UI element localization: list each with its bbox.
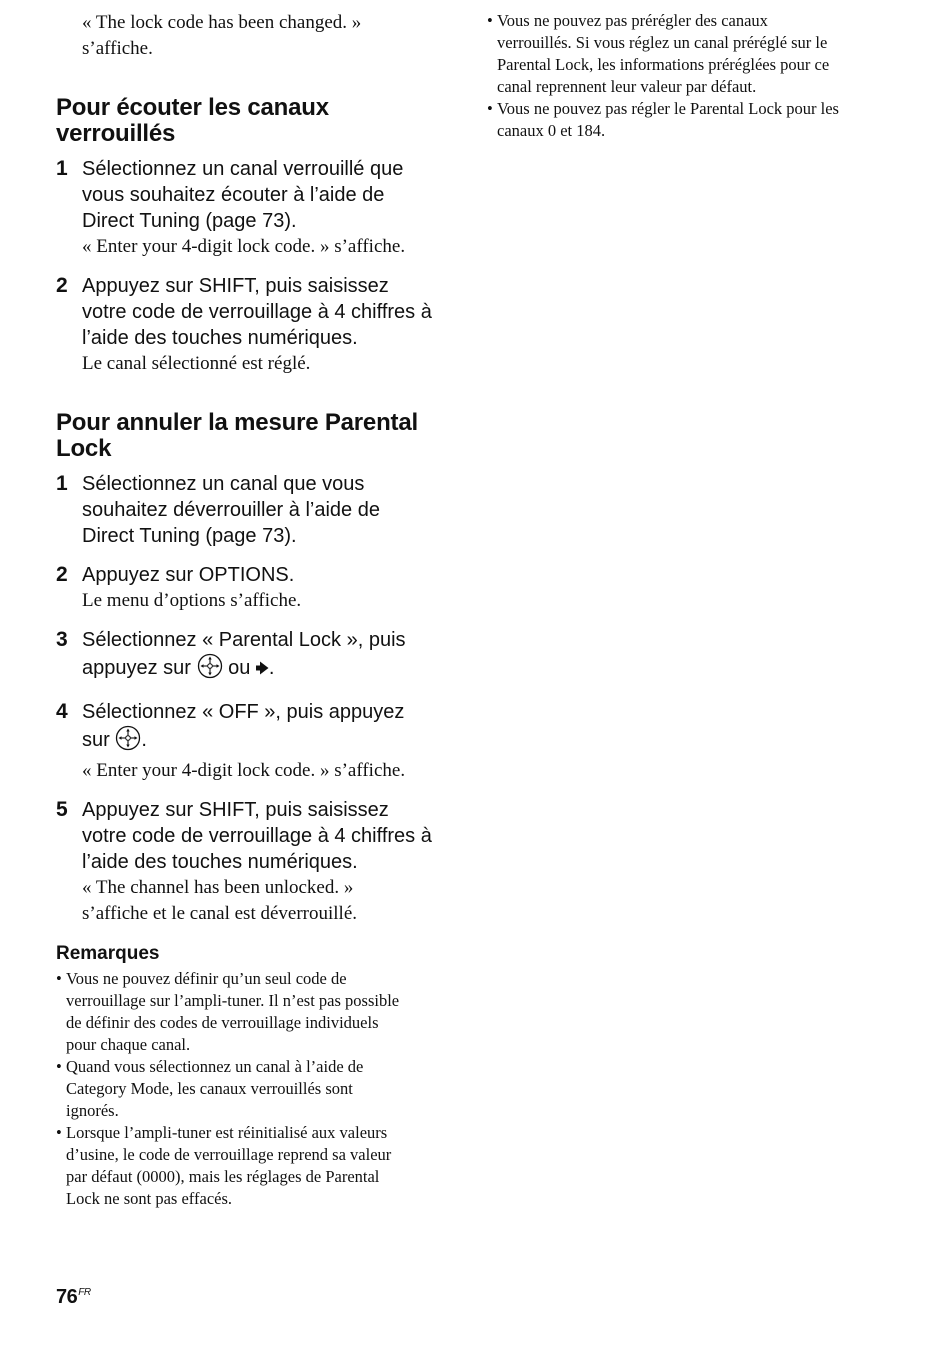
cancel-step-5: [56, 797, 446, 927]
instruction-line: souhaitez déverrouiller à l’aide de: [82, 499, 380, 521]
cancel-step-2: [56, 562, 446, 614]
step-number: 2: [56, 563, 68, 586]
result-line: s’affiche et le canal est déverrouillé.: [82, 903, 358, 924]
cancel-step-3: [56, 627, 446, 686]
instruction-line: l’aide des touches numériques.: [82, 851, 358, 873]
remark-line: Category Mode, les canaux verrouillés sont: [66, 1079, 353, 1098]
remark-item: [56, 1122, 446, 1210]
instruction-line: votre code de verrouillage à 4 chiffres à: [82, 825, 432, 847]
remark-line: ignorés.: [66, 1101, 119, 1120]
instruction-line: Sélectionnez « OFF », puis appuyez: [82, 701, 405, 723]
remarks-list: [56, 968, 446, 1210]
intro-text: [82, 10, 446, 62]
instruction-line: Appuyez sur SHIFT, puis saisissez: [82, 275, 389, 297]
cancel-step-1: [56, 471, 446, 549]
listen-step-1: [56, 156, 446, 260]
section-title-cancel: [56, 410, 446, 462]
instruction-line: [82, 725, 446, 758]
remark-line: canal reprennent leur valeur par défaut.: [497, 77, 757, 96]
page-number-value: 76: [56, 1286, 78, 1308]
page-language-code: FR: [78, 1287, 91, 1298]
instruction-line: Direct Tuning (page 73).: [82, 525, 297, 547]
instruction-line: [82, 653, 446, 686]
remark-line: • Vous ne pouvez pas régler le Parental Lock pour les: [497, 99, 839, 118]
remark-line: d’usine, le code de verrouillage reprend sa valeur: [66, 1145, 392, 1164]
instruction-text: sur: [82, 729, 110, 751]
remark-item: [487, 10, 882, 98]
remark-line: • Quand vous sélectionnez un canal à l’aide de: [66, 1057, 364, 1076]
section-title-line: Pour annuler la mesure Parental: [56, 409, 418, 436]
instruction-text: .: [141, 729, 147, 751]
section-title-listen: [56, 95, 446, 147]
instruction-line: Sélectionnez un canal verrouillé que: [82, 158, 404, 180]
enter-button-icon: [115, 725, 141, 758]
instruction-line: Direct Tuning (page 73).: [82, 210, 297, 232]
remark-item: [487, 98, 882, 142]
remark-line: • Lorsque l’ampli-tuner est réinitialisé aux valeurs: [66, 1123, 388, 1142]
step-instruction: Appuyez sur OPTIONS.: [82, 564, 295, 586]
step-number: 4: [56, 700, 68, 723]
step-instruction: [82, 627, 446, 686]
remark-line: canaux 0 et 184.: [497, 121, 606, 140]
right-arrow-icon: [256, 656, 269, 682]
remark-line: de définir des codes de verrouillage individuels: [66, 1013, 379, 1032]
instruction-text: .: [268, 657, 275, 679]
step-number: 2: [56, 274, 68, 297]
step-result: [82, 875, 446, 927]
step-result: « Enter your 4-digit lock code. » s’affiche.: [82, 236, 406, 257]
step-result: « Enter your 4-digit lock code. » s’affiche.: [82, 760, 406, 781]
section-title-line: verrouillés: [56, 120, 176, 147]
remark-line: verrouillés. Si vous réglez un canal préréglé sur le: [497, 33, 828, 52]
instruction-line: Appuyez sur SHIFT, puis saisissez: [82, 799, 389, 821]
instruction-line: votre code de verrouillage à 4 chiffres à: [82, 301, 432, 323]
remark-line: • Vous ne pouvez définir qu’un seul code de: [66, 969, 347, 988]
section-title-line: Pour écouter les canaux: [56, 94, 329, 121]
remark-line: pour chaque canal.: [66, 1035, 191, 1054]
remark-line: verrouillage sur l’ampli-tuner. Il n’est pas possible: [66, 991, 400, 1010]
remark-item: [56, 1056, 446, 1122]
remark-line: par défaut (0000), mais les réglages de Parental: [66, 1167, 380, 1186]
step-result: Le canal sélectionné est réglé.: [82, 353, 311, 374]
step-instruction: [82, 797, 446, 875]
step-number: 1: [56, 472, 68, 495]
page-number: [56, 1282, 91, 1308]
step-result: Le menu d’options s’affiche.: [82, 590, 302, 611]
step-instruction: [82, 699, 446, 758]
listen-step-2: [56, 273, 446, 377]
cancel-step-4: [56, 699, 446, 784]
step-number: 3: [56, 628, 68, 651]
intro-line: s’affiche.: [82, 38, 153, 59]
remark-line: • Vous ne pouvez pas prérégler des canaux: [497, 11, 768, 30]
remark-line: Parental Lock, les informations préréglées pour ce: [497, 55, 830, 74]
enter-button-icon: [197, 653, 223, 686]
step-number: 5: [56, 798, 68, 821]
right-notes-list: [487, 10, 882, 142]
instruction-line: vous souhaitez écouter à l’aide de: [82, 184, 385, 206]
right-column: [487, 10, 882, 142]
step-number: 1: [56, 157, 68, 180]
remark-line: Lock ne sont pas effacés.: [66, 1189, 233, 1208]
section-title-line: Lock: [56, 435, 112, 462]
result-line: « The channel has been unlocked. »: [82, 877, 354, 898]
remarks-title: Remarques: [56, 943, 160, 964]
step-instruction: [82, 471, 446, 549]
step-instruction: [82, 156, 446, 234]
instruction-text: appuyez sur: [82, 657, 191, 679]
instruction-line: Sélectionnez un canal que vous: [82, 473, 365, 495]
instruction-line: l’aide des touches numériques.: [82, 327, 358, 349]
step-instruction: [82, 273, 446, 351]
left-column: [56, 10, 446, 1210]
instruction-line: Sélectionnez « Parental Lock », puis: [82, 629, 406, 651]
intro-line: « The lock code has been changed. »: [82, 12, 362, 33]
instruction-text: ou: [228, 657, 251, 679]
remark-item: [56, 968, 446, 1056]
